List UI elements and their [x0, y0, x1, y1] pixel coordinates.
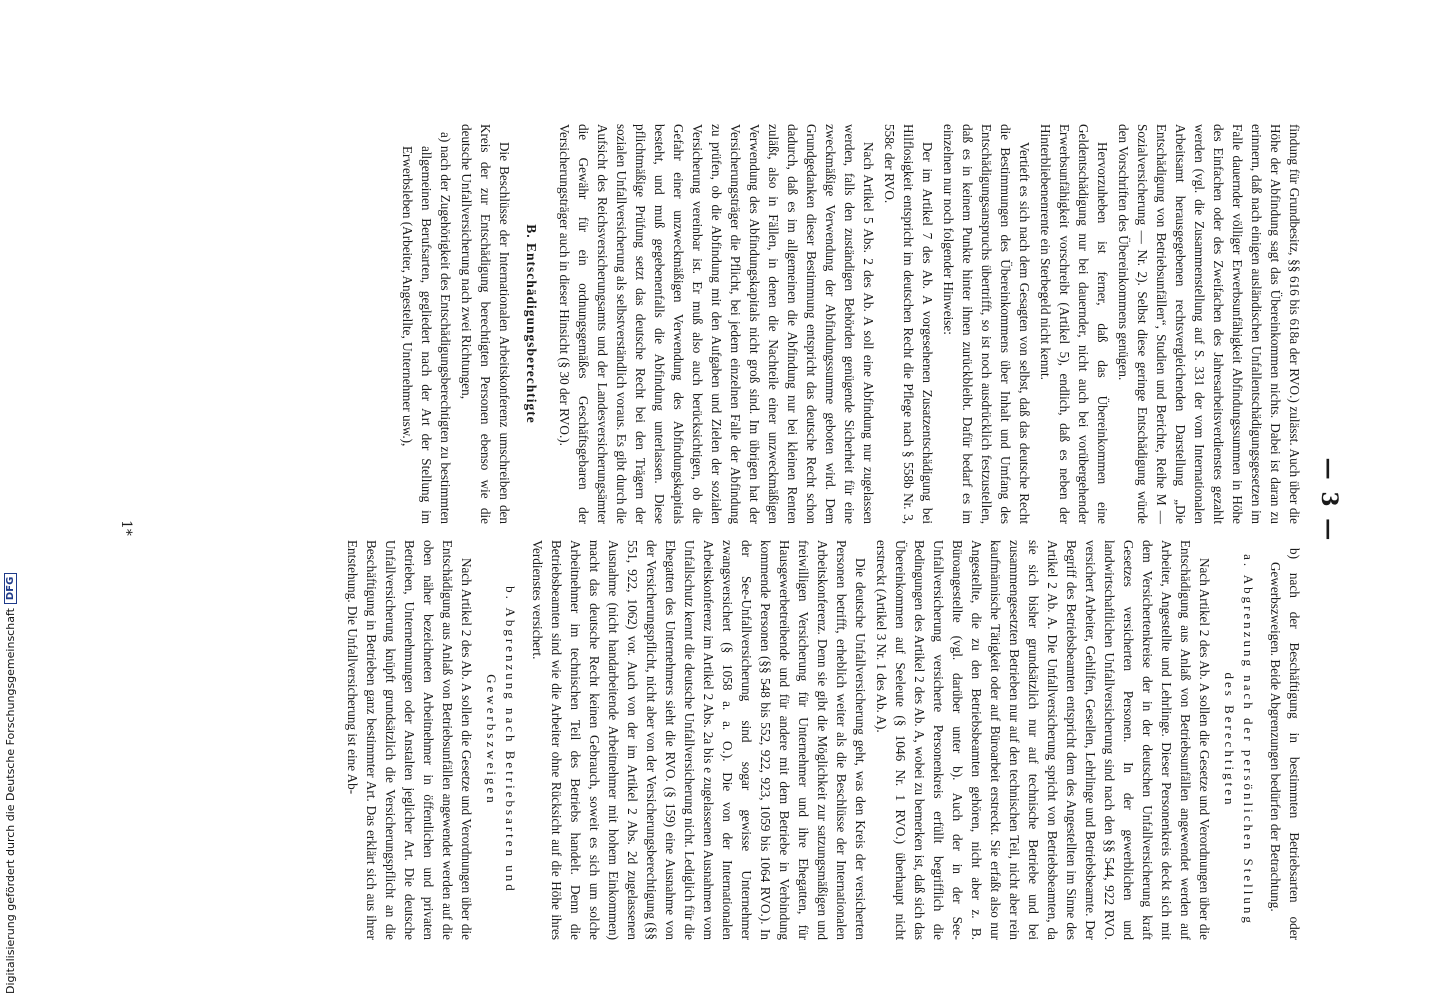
digitization-note-text: Digitalisierung gefördert durch die Deutsche Forschungsgemeinschaft — [3, 608, 17, 994]
paragraph: Nach Artikel 2 des Ab. A sollen die Gesetze und Verordnungen über die Entschädigung aus Anlaß von Betriebsunfällen angewendet werden auf Arbeiter, Angestellte und Lehrlinge. Dieser Personenkreis deckt sich mit dem Versichertenkreise der in der deutschen Unfallversicherung kraft Gesetzes versicherten Personen. In der gewerblichen und landwirtschaftlichen Unfallversicherung sind nach den §§ 544, 922 RVO. versichert Arbeiter, Gehilfen, Gesellen, Lehrlinge und Betriebsbeamte. Der Begriff des Betriebsbeamten entspricht dem des Angestellten im Sinne des Artikel 2 Ab. A. Die Unfallversicherung spricht von Betriebsbeamten, da sie sich bisher grundsätzlich nur auf technische Betriebe und bei zusammengesetzten Betrieben nur auf den technischen Teil, nicht aber rein kaufmännische Tätigkeit oder auf Büroarbeit erstreckt. Sie erfaßt also nur Angestellte, die zu den Betriebsbeamten gehören, nicht aber z. B. Büroangestellte (vgl. darüber unter b). Auch der in der See-Unfallversicherung versicherte Personenkreis erfüllt begrifflich die Bedingungen des Artikel 2 des Ab. A, wobei zu bemerken ist, daß sich das Übereinkommen auf Seeleute (§ 1046 Nr. 1 RVO.) überhaupt nicht erstreckt (Artikel 3 Nr. 1 des Ab. A). — [874, 540, 1212, 940]
paragraph: findung für Grundbesitz, §§ 616 bis 618a der RVO.) zulässt. Auch über die Höhe der Abfindung sagt das Übereinkommen nichts. Dabei ist daran zu erinnern, daß nach einigen ausländischen Unfallentschädigungsgesetzen im Falle dauernder völliger Erwerbsunfähigkeit Abfindungssummen in Höhe des Einfachen oder des Zweifachen des Jahresarbeitsverdienstes gezahlt werden (vgl. die Zusammenstellung auf S. 331 der vom Internationalen Arbeitsamt herausgegebenen rechtsvergleichenden Darstellung „Die Entschädigung von Betriebsunfällen“, Studien und Berichte, Reihe M — Sozialversicherung — Nr. 2). Selbst diese geringe Entschädigung würde den Vorschriften des Übereinkommens genügen. — [1116, 124, 1302, 524]
section-heading-b: B. Entschädigungsberechtigte — [524, 224, 539, 424]
signature-mark: 1* — [118, 520, 134, 536]
paragraph: Nach Artikel 2 des Ab. A sollen die Gesetze und Verordnungen über die Entschädigung aus Anlaß von Betriebsunfällen angewendet werden auf die oben näher bezeichneten Arbeitnehmer in öffentlichen und privaten Betrieben, Unternehmungen oder Anstalten jeglicher Art. Die deutsche Unfallversicherung knüpft grundsätzlich die Versicherungspflicht an die Beschäftigung in Betrieben ganz bestimmter Art. Das erklärt sich aus ihrer Entstehung. Die Unfallversicherung ist eine Ab- — [345, 540, 474, 940]
page-number: — 3 — — [1316, 457, 1342, 543]
subsection-heading-a: a. Abgrenzung nach der persönlichen Stellung des Berechtigten — [1222, 554, 1256, 926]
digitization-note — [0, 0, 20, 1000]
paragraph: Der im Artikel 7 des Ab. A vorgesehenen Zusatzentschädigung bei Hilflosigkeit entspricht im deutschen Recht die Pflege nach § 558b Nr. 3, 558c der RVO. — [882, 124, 935, 524]
paragraph: Nach Artikel 5 Abs. 2 des Ab. A soll eine Abfindung nur zugelassen werden, falls den zuständigen Behörden genügende Sicherheit für eine zweckmäßige Verwendung der Abfindungssumme geboten wird. Dem Grundgedanken dieser Bestimmung entspricht das deutsche Recht schon dadurch, daß es im allgemeinen die Abfindung nur bei kleinen Renten zuläßt, also in Fällen, in denen die Nachteile einer unzweckmäßigen Verwendung des Abfindungskapitals nicht groß sind. Im übrigen hat der Versicherungsträger die Pflicht, bei jedem einzelnen Falle der Abfindung zu prüfen, ob die Abfindung mit den Aufgaben und Zielen der sozialen Versicherung vereinbar ist. Er muß also auch berücksichtigen, ob die Gefahr einer unzweckmäßigen Verwendung des Abfindungskapitals besteht, und muß gegebenenfalls die Abfindung unterlassen. Diese pflichtmäßige Prüfung setzt das deutsche Recht bei den Trägern der sozialen Unfallversicherung als selbstverständlich voraus. Es gibt durch die Aufsicht des Reichsversicherungsamts und der Landesversicherungsämter die Gewähr für ein ordnungsgemäßes Geschäftsgebaren der Versicherungsträger auch in dieser Hinsicht (§ 30 der RVO.). — [557, 124, 876, 524]
list-item-a: a) nach der Zugehörigkeit des Entschädigungsberechtigten zu bestimmten allgemeinen Berufsarten, gegliedert nach der Art der Stellung im Erwerbsleben (Arbeiter, Angestellte, Unternehmer usw.), — [400, 132, 453, 524]
paragraph: Die Beschlüsse der Internationalen Arbeitskonferenz umschreiben den Kreis der zur Entschädigung berechtigten Personen ebenso wie die deutsche Unfallversicherung nach zwei Richtungen, — [459, 124, 512, 524]
right-column — [341, 540, 1304, 940]
side-note-wrapper — [0, 0, 20, 1000]
paragraph: Die deutsche Unfallversicherung geht, was den Kreis der versicherten Personen betrifft, erheblich weiter als die Beschlüsse der Internationalen Arbeitskonferenz. Denn sie gibt die Möglichkeit zur satzungsmäßigen und freiwilligen Versicherung für Unternehmer und ihre Ehegatten, für Hausgewerbetreibende und für andere mit dem Betriebe in Verbindung kommende Personen (§§ 548 bis 552, 922, 923, 1059 bis 1064 RVO.). In der See-Unfallversicherung sind sogar gewisse Unternehmer zwangsversichert (§ 1058 a. a. O.). Die von der Internationalen Arbeitskonferenz im Artikel 2 Abs. 2a bis e zugelassenen Ausnahmen vom Unfallschutz kennt die deutsche Unfallversicherung nicht. Lediglich für die Ehegatten des Unternehmers sieht die RVO. (§ 159) eine Ausnahme von der Versicherungspflicht, nicht aber von der Versicherungsberechtigung (§§ 551, 922, 1062) vor. Auch von der im Artikel 2 Abs. 2d zugelassenen Ausnahme (nicht handarbeitende Arbeitnehmer mit hohem Einkommen) macht das deutsche Recht keinen Gebrauch, soweit es sich um solche Arbeitnehmer im technischen Teil des Betriebs handelt. Denn die Betriebsbeamten sind wie die Arbeiter ohne Rücksicht auf die Höhe ihres Verdienstes versichert. — [530, 540, 868, 940]
paragraph: Hervorzuheben ist ferner, daß das Übereinkommen eine Geldentschädigung nur bei dauernder, nicht auch bei vorübergehender Erwerbsunfähigkeit vorschreibt (Artikel 5), endlich, daß es neben der Hinterbliebenenrente ein Sterbegeld nicht kennt. — [1038, 124, 1110, 524]
left-column — [396, 124, 1304, 524]
paragraph: Vertieft es sich nach dem Gesagten von selbst, daß das deutsche Recht die Bestimmungen des Übereinkommens über Inhalt und Umfang des Entschädigungsanspruchs übertrifft, so ist noch ausdrücklich festzustellen, daß es in keinem Punkte hinter ihnen zurückbleibt. Dafür bedarf es im einzelnen nur noch folgender Hinweise: — [941, 124, 1032, 524]
subsection-heading-b: b. Abgrenzung nach Betriebsarten und Gewerbszweigen — [484, 586, 518, 894]
dfg-logo: DFG — [4, 573, 17, 604]
list-item-b: b) nach der Beschäftigung in bestimmten Betriebsarten oder Gewerbszweigen. Beide Abgrenzungen bedürfen der Betrachtung. — [1268, 548, 1302, 940]
